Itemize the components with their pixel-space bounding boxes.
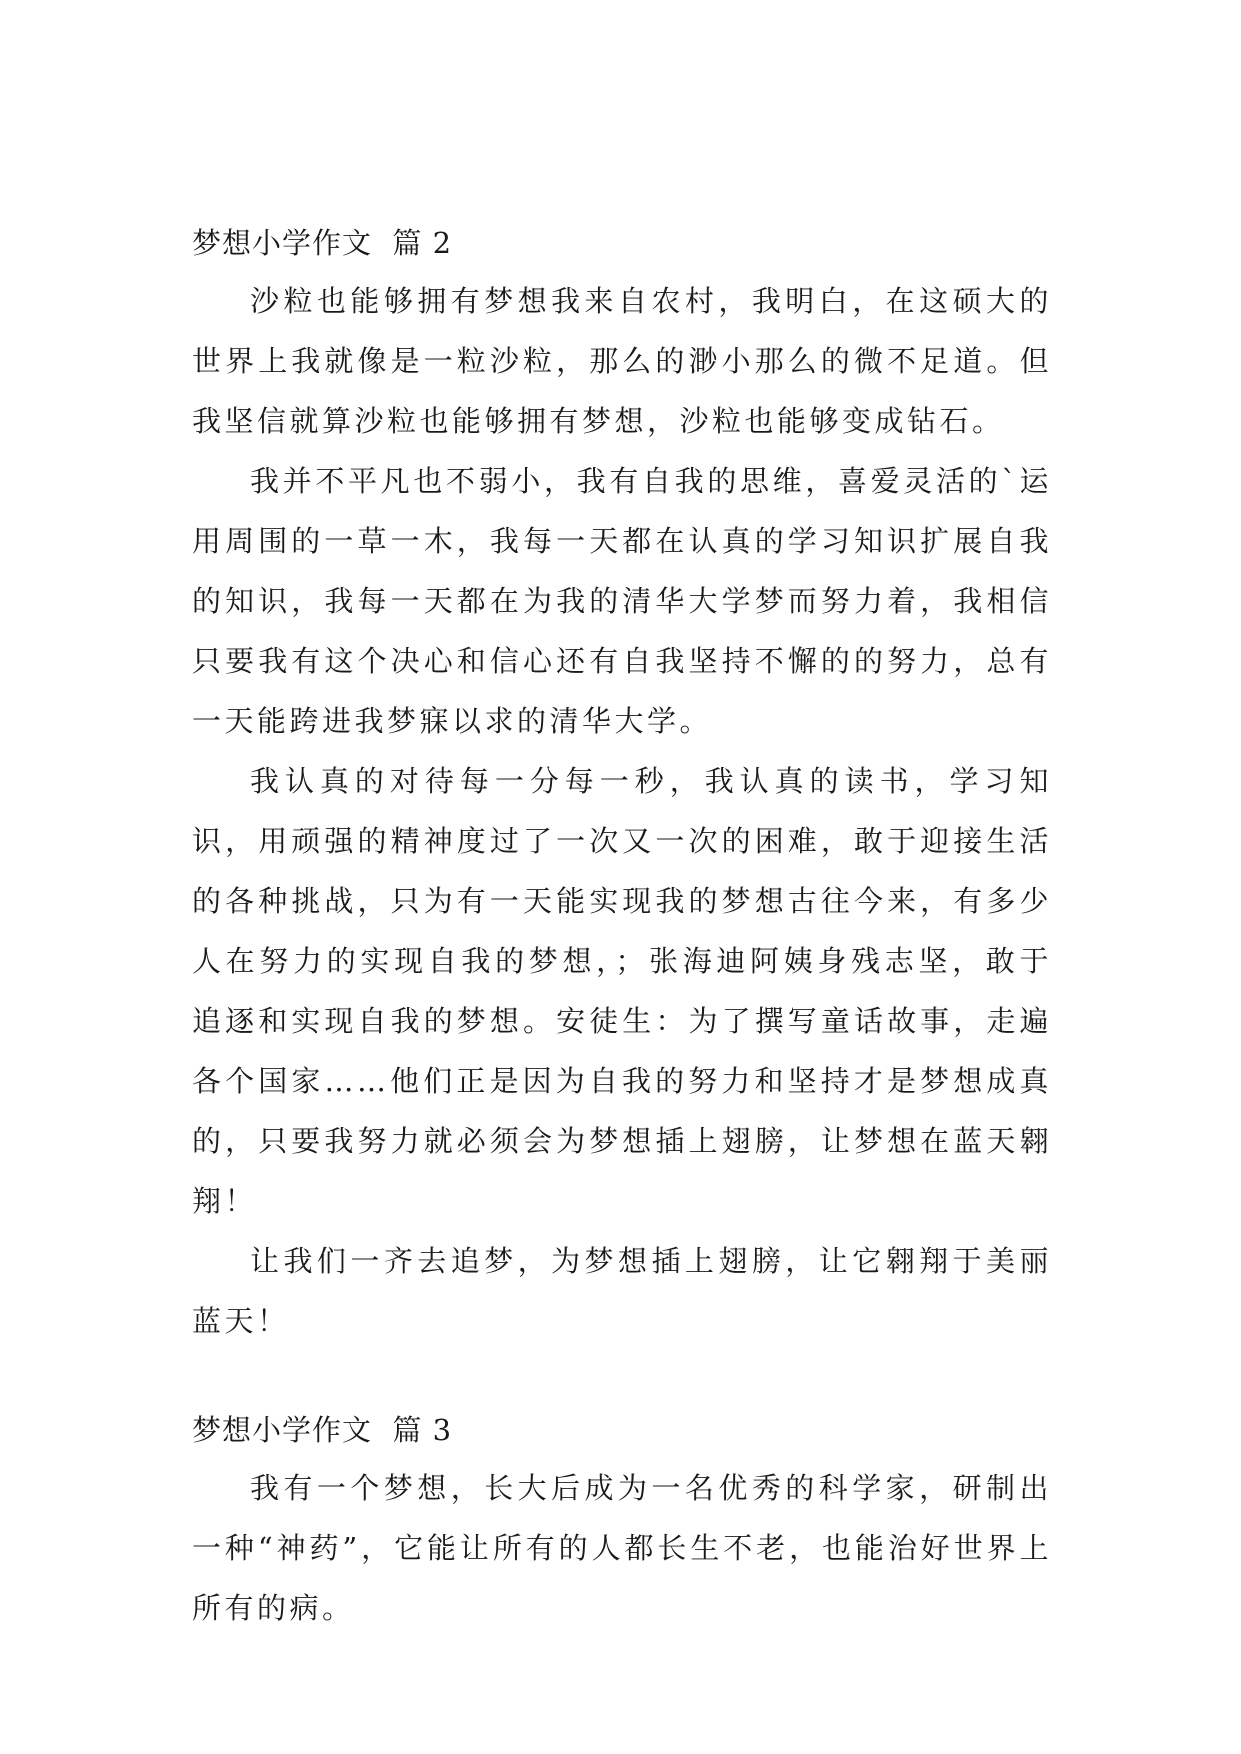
- section-title: 梦想小学作文 篇 2: [192, 226, 453, 260]
- paragraph: 我有一个梦想，长大后成为一名优秀的科学家，研制出一种“神药”，它能让所有的人都长生不老，也能治好世界上所有的病。: [192, 1471, 1052, 1625]
- document-content: [192, 216, 1052, 1638]
- paragraph: 我认真的对待每一分每一秒，我认真的读书，学习知识，用顽强的精神度过了一次又一次的困难，敢于迎接生活的各种挑战，只为有一天能实现我的梦想古往今来，有多少人在努力的实现自我的梦想，；张海迪阿姨身残志坚，敢于追逐和实现自我的梦想。安徒生：为了撰写童话故事，走遍各个国家……他们正是因为自我的努力和坚持才是梦想成真的，只要我努力就必须会为梦想插上翅膀，让梦想在蓝天翱翔！: [192, 764, 1052, 1218]
- essay-section-3: [192, 1403, 1052, 1638]
- paragraph: 沙粒也能够拥有梦想我来自农村，我明白，在这硕大的世界上我就像是一粒沙粒，那么的渺小那么的微不足道。但我坚信就算沙粒也能够拥有梦想，沙粒也能够变成钻石。: [192, 284, 1052, 438]
- paragraph: 让我们一齐去追梦，为梦想插上翅膀，让它翱翔于美丽蓝天！: [192, 1244, 1052, 1338]
- paragraph: 我并不平凡也不弱小，我有自我的思维，喜爱灵活的`运用周围的一草一木，我每一天都在认真的学习知识扩展自我的知识，我每一天都在为我的清华大学梦而努力着，我相信只要我有这个决心和信心还有自我坚持不懈的的努力，总有一天能跨进我梦寐以求的清华大学。: [192, 464, 1052, 738]
- section-title: 梦想小学作文 篇 3: [192, 1413, 453, 1447]
- essay-section-2: [192, 216, 1052, 1351]
